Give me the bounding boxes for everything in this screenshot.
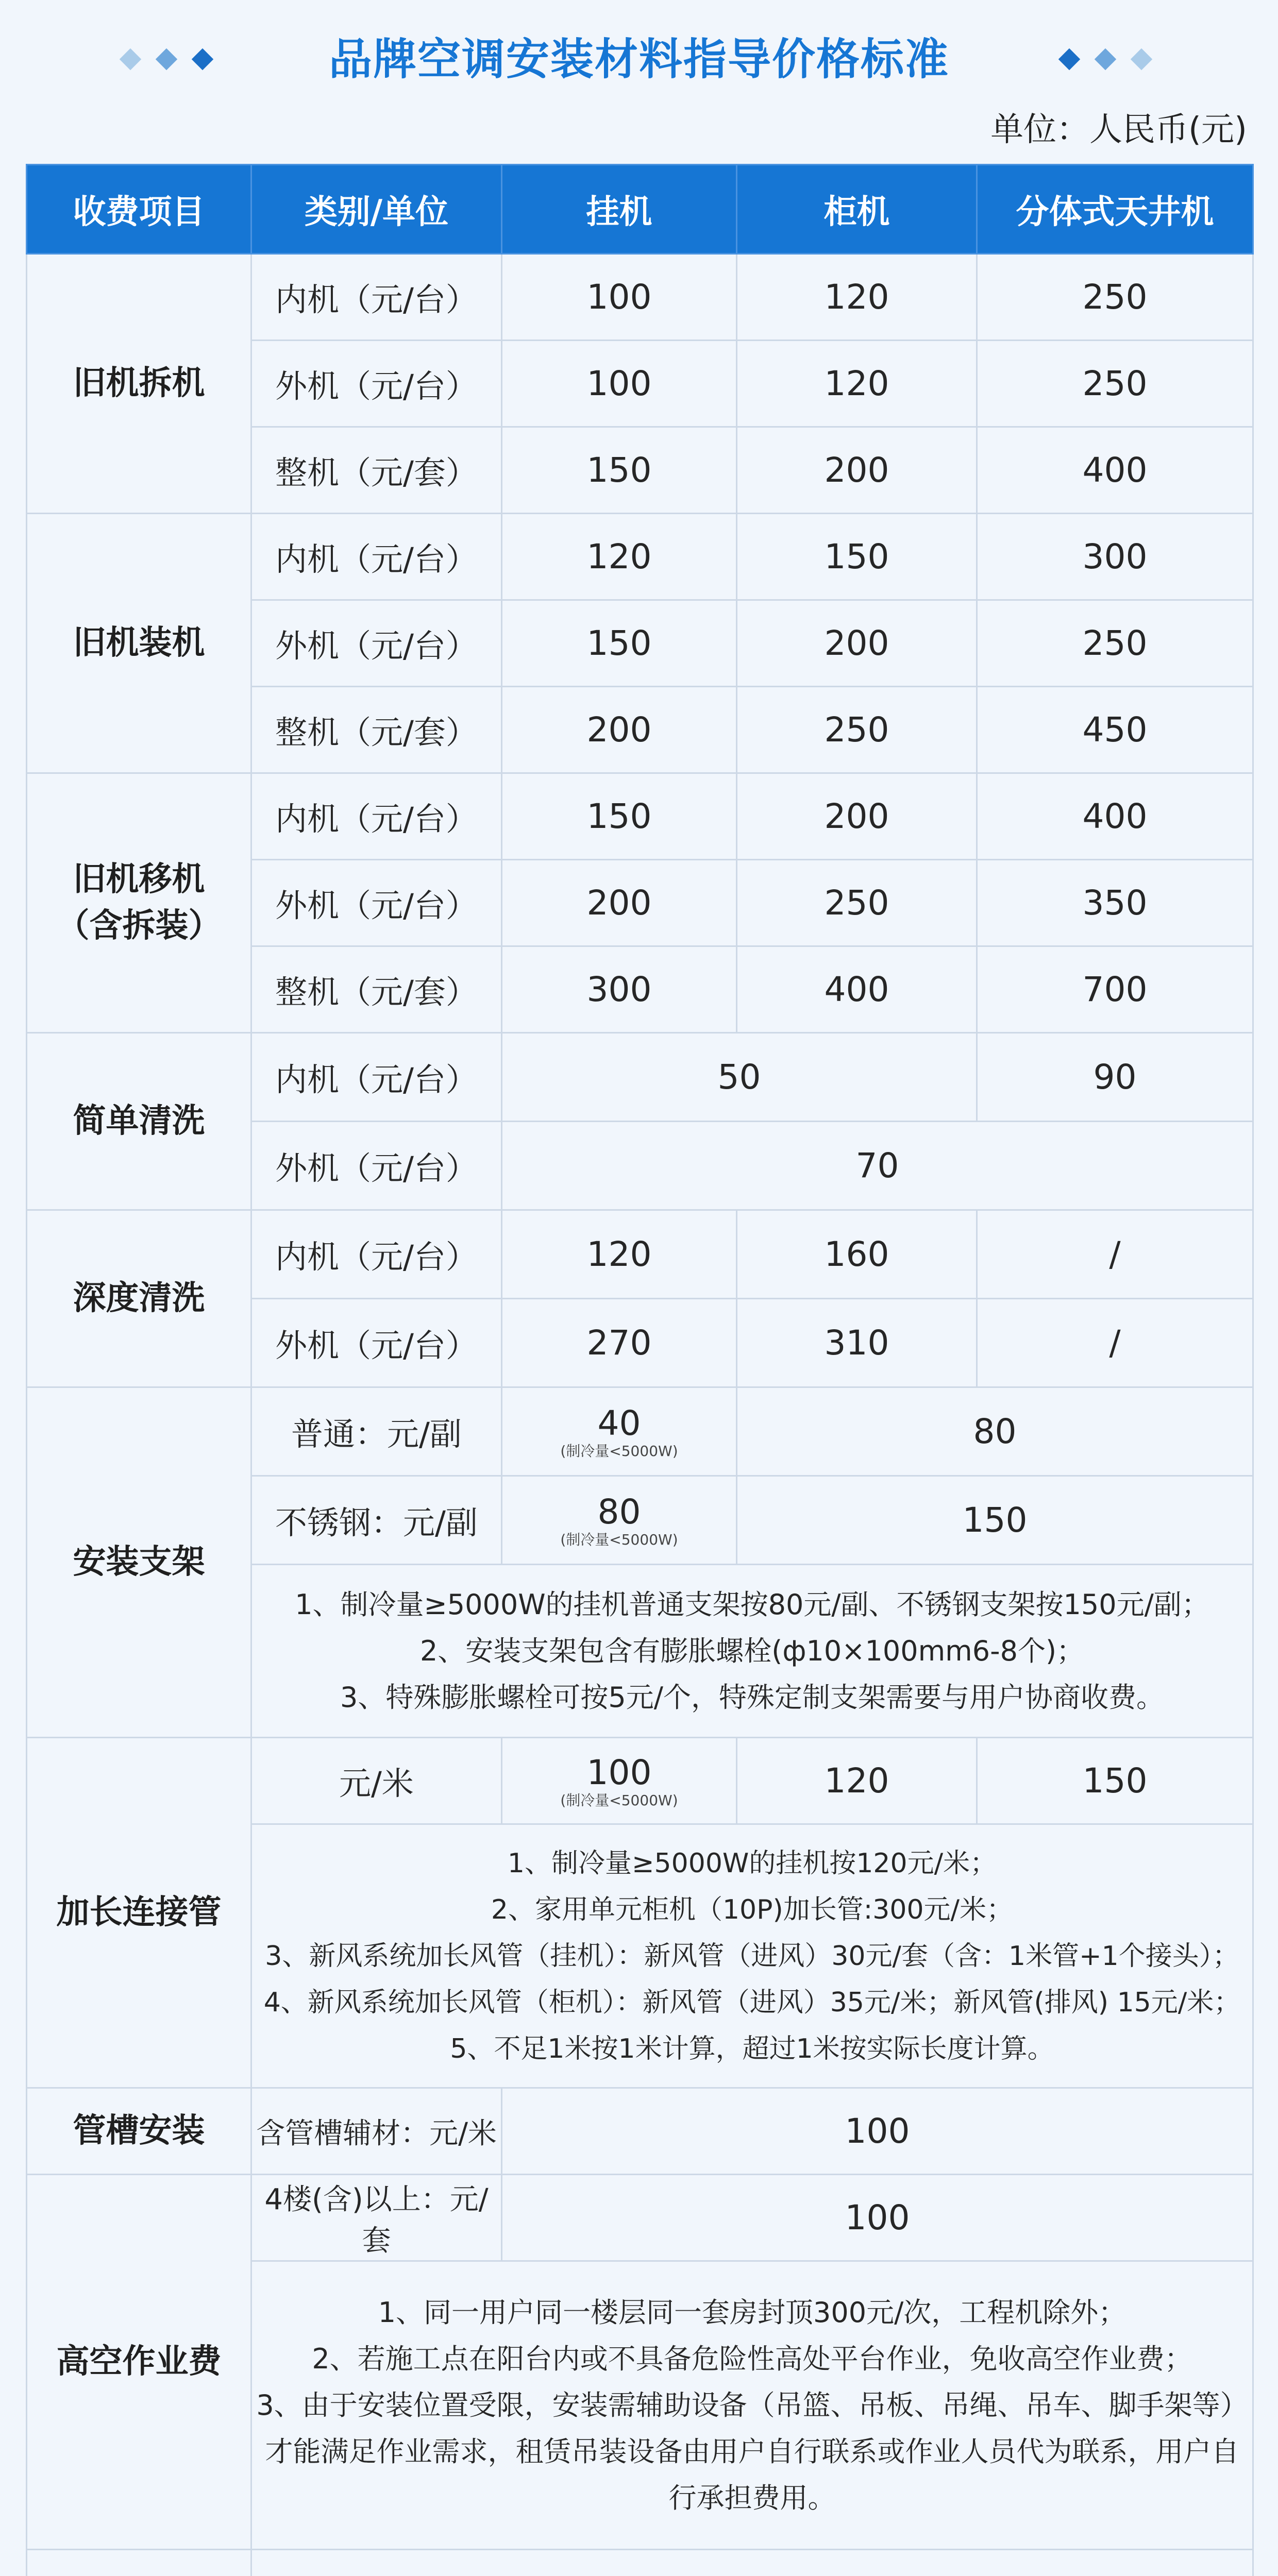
- table-row: [27, 1738, 1253, 1824]
- price-cell: /: [977, 1210, 1253, 1299]
- category-cell: 普通：元/副: [251, 1387, 502, 1476]
- price-cell-merged: 50: [502, 1033, 977, 1122]
- note-line: 3、新风系统加长风管（挂机）：新风管（进风）30元/套（含：1米管+1个接头）；: [252, 1933, 1252, 1979]
- price-cell: [502, 1387, 737, 1476]
- price-cell: 270: [502, 1299, 737, 1387]
- price-cell: 400: [737, 946, 977, 1033]
- note-line: 5、不足1米按1米计算，超过1米按实际长度计算。: [252, 2026, 1252, 2072]
- note-line: 2、若施工点在阳台内或不具备危险性高处平台作业，免收高空作业费；: [252, 2336, 1252, 2382]
- price-footnote: (制冷量<5000W): [502, 1444, 736, 1459]
- table-row: [27, 514, 1253, 600]
- item-old-move-line2: （含拆装）: [27, 903, 250, 950]
- bracket-notes: [251, 1565, 1253, 1738]
- price-cell: 120: [737, 1738, 977, 1824]
- header-wall-unit: 挂机: [502, 165, 737, 254]
- category-cell: 内机（元/台）: [251, 514, 502, 600]
- price-value: 80: [502, 1493, 736, 1531]
- header-item: 收费项目: [27, 165, 251, 254]
- price-cell: 400: [977, 773, 1253, 860]
- category-cell: 不锈钢：元/副: [251, 1476, 502, 1565]
- price-cell: 90: [977, 1033, 1253, 1122]
- note-line: 1、同一用户同一楼层同一套房封顶300元/次，工程机除外；: [252, 2290, 1252, 2336]
- table-row: [27, 1387, 1253, 1476]
- header-category: 类别/单位: [251, 165, 502, 254]
- price-cell: 150: [977, 1738, 1253, 1824]
- price-cell-merged: 150: [737, 1476, 1253, 1565]
- category-cell: 整机（元/套）: [251, 687, 502, 773]
- category-cell: 外机（元/台）: [251, 1299, 502, 1387]
- diamond-icon: [1095, 48, 1116, 70]
- empty-cell: [251, 2550, 1253, 2576]
- price-table: [26, 164, 1254, 2576]
- table-row: [27, 2175, 1253, 2261]
- note-line: 1、制冷量≥5000W的挂机按120元/米；: [252, 1840, 1252, 1887]
- price-cell: 250: [737, 687, 977, 773]
- item-simple-clean: 简单清洗: [27, 1033, 251, 1210]
- diamond-icon: [1058, 48, 1080, 70]
- price-cell: 200: [737, 600, 977, 687]
- price-cell: 200: [502, 687, 737, 773]
- page-title: 品牌空调安装材料指导价格标准: [0, 26, 1278, 93]
- category-cell: 外机（元/台）: [251, 860, 502, 946]
- price-cell: 350: [977, 860, 1253, 946]
- price-value: 100: [502, 1754, 736, 1792]
- price-cell: 200: [502, 860, 737, 946]
- price-cell: 150: [502, 600, 737, 687]
- price-cell: [502, 1738, 737, 1824]
- price-cell: 400: [977, 427, 1253, 514]
- item-old-install: 旧机装机: [27, 514, 251, 773]
- price-cell: 100: [502, 341, 737, 427]
- high-work-notes: [251, 2261, 1253, 2550]
- price-cell: 120: [502, 514, 737, 600]
- item-deep-clean: 深度清洗: [27, 1210, 251, 1387]
- price-cell: 100: [502, 254, 737, 341]
- category-cell: 内机（元/台）: [251, 254, 502, 341]
- price-cell: 300: [502, 946, 737, 1033]
- note-line: 2、家用单元柜机（10P)加长管:300元/米；: [252, 1887, 1252, 1933]
- table-row: [27, 1210, 1253, 1299]
- item-old-remove: 旧机拆机: [27, 254, 251, 514]
- price-cell: 250: [977, 341, 1253, 427]
- category-cell: 外机（元/台）: [251, 600, 502, 687]
- price-cell: 700: [977, 946, 1253, 1033]
- price-footnote: (制冷量<5000W): [502, 1793, 736, 1808]
- currency-unit: 单位：人民币(元): [990, 103, 1247, 150]
- price-cell: 250: [737, 860, 977, 946]
- price-cell: 160: [737, 1210, 977, 1299]
- category-cell: 外机（元/台）: [251, 1122, 502, 1210]
- price-cell: 150: [737, 514, 977, 600]
- price-cell-merged: 80: [737, 1387, 1253, 1476]
- price-cell: 200: [737, 773, 977, 860]
- price-cell: 120: [737, 254, 977, 341]
- price-cell: [502, 1476, 737, 1565]
- note-line: 3、特殊膨胀螺栓可按5元/个，特殊定制支架需要与用户协商收费。: [252, 1674, 1252, 1721]
- table-row: [27, 2550, 1253, 2576]
- price-cell: 150: [502, 427, 737, 514]
- category-cell: 整机（元/套）: [251, 427, 502, 514]
- note-line: 1、制冷量≥5000W的挂机普通支架按80元/副、不锈钢支架按150元/副；: [252, 1582, 1252, 1628]
- category-cell: 外机（元/台）: [251, 341, 502, 427]
- price-cell: 200: [737, 427, 977, 514]
- price-cell: 310: [737, 1299, 977, 1387]
- item-old-move: [27, 773, 251, 1033]
- price-cell: 300: [977, 514, 1253, 600]
- price-cell-merged: 100: [502, 2088, 1253, 2175]
- price-cell: 250: [977, 254, 1253, 341]
- price-cell: 450: [977, 687, 1253, 773]
- item-trough: 管槽安装: [27, 2088, 251, 2175]
- price-cell: 120: [737, 341, 977, 427]
- price-cell: /: [977, 1299, 1253, 1387]
- category-cell: 内机（元/台）: [251, 773, 502, 860]
- extension-pipe-notes: [251, 1824, 1253, 2088]
- page-header: [0, 0, 1278, 155]
- decorative-diamonds-right: [1046, 46, 1159, 72]
- note-line: 3、由于安装位置受限，安装需辅助设备（吊篮、吊板、吊绳、吊车、脚手架等）才能满足作业需求，租赁吊装设备由用户自行联系或作业人员代为联系，用户自行承担费用。: [252, 2382, 1252, 2521]
- category-cell: 含管槽辅材：元/米: [251, 2088, 502, 2175]
- category-cell: 内机（元/台）: [251, 1033, 502, 1122]
- price-cell: 150: [502, 773, 737, 860]
- table-row: [27, 254, 1253, 341]
- price-cell-merged: 70: [502, 1122, 1253, 1210]
- category-cell: 整机（元/套）: [251, 946, 502, 1033]
- price-value: 40: [502, 1404, 736, 1443]
- item-extension-pipe: 加长连接管: [27, 1738, 251, 2088]
- table-row: [27, 1033, 1253, 1122]
- price-cell-merged: 100: [502, 2175, 1253, 2261]
- price-footnote: (制冷量<5000W): [502, 1532, 736, 1548]
- header-ceiling-unit: 分体式天井机: [977, 165, 1253, 254]
- price-cell: 120: [502, 1210, 737, 1299]
- note-line: 2、安装支架包含有膨胀螺栓(ф10×100mm6-8个)；: [252, 1628, 1252, 1674]
- item-bracket: 安装支架: [27, 1387, 251, 1738]
- header-cabinet-unit: 柜机: [737, 165, 977, 254]
- empty-cell: [27, 2550, 251, 2576]
- diamond-icon: [1131, 48, 1152, 70]
- table-row: [27, 2088, 1253, 2175]
- category-cell: 内机（元/台）: [251, 1210, 502, 1299]
- category-cell: 4楼(含)以上：元/套: [251, 2175, 502, 2261]
- table-row: [27, 773, 1253, 860]
- table-header-row: [27, 165, 1253, 254]
- item-high-work: 高空作业费: [27, 2175, 251, 2550]
- item-old-move-line1: 旧机移机: [27, 857, 250, 903]
- price-cell: 250: [977, 600, 1253, 687]
- category-cell: 元/米: [251, 1738, 502, 1824]
- note-line: 4、新风系统加长风管（柜机）：新风管（进风）35元/米；新风管(排风) 15元/米；: [252, 1979, 1252, 2026]
